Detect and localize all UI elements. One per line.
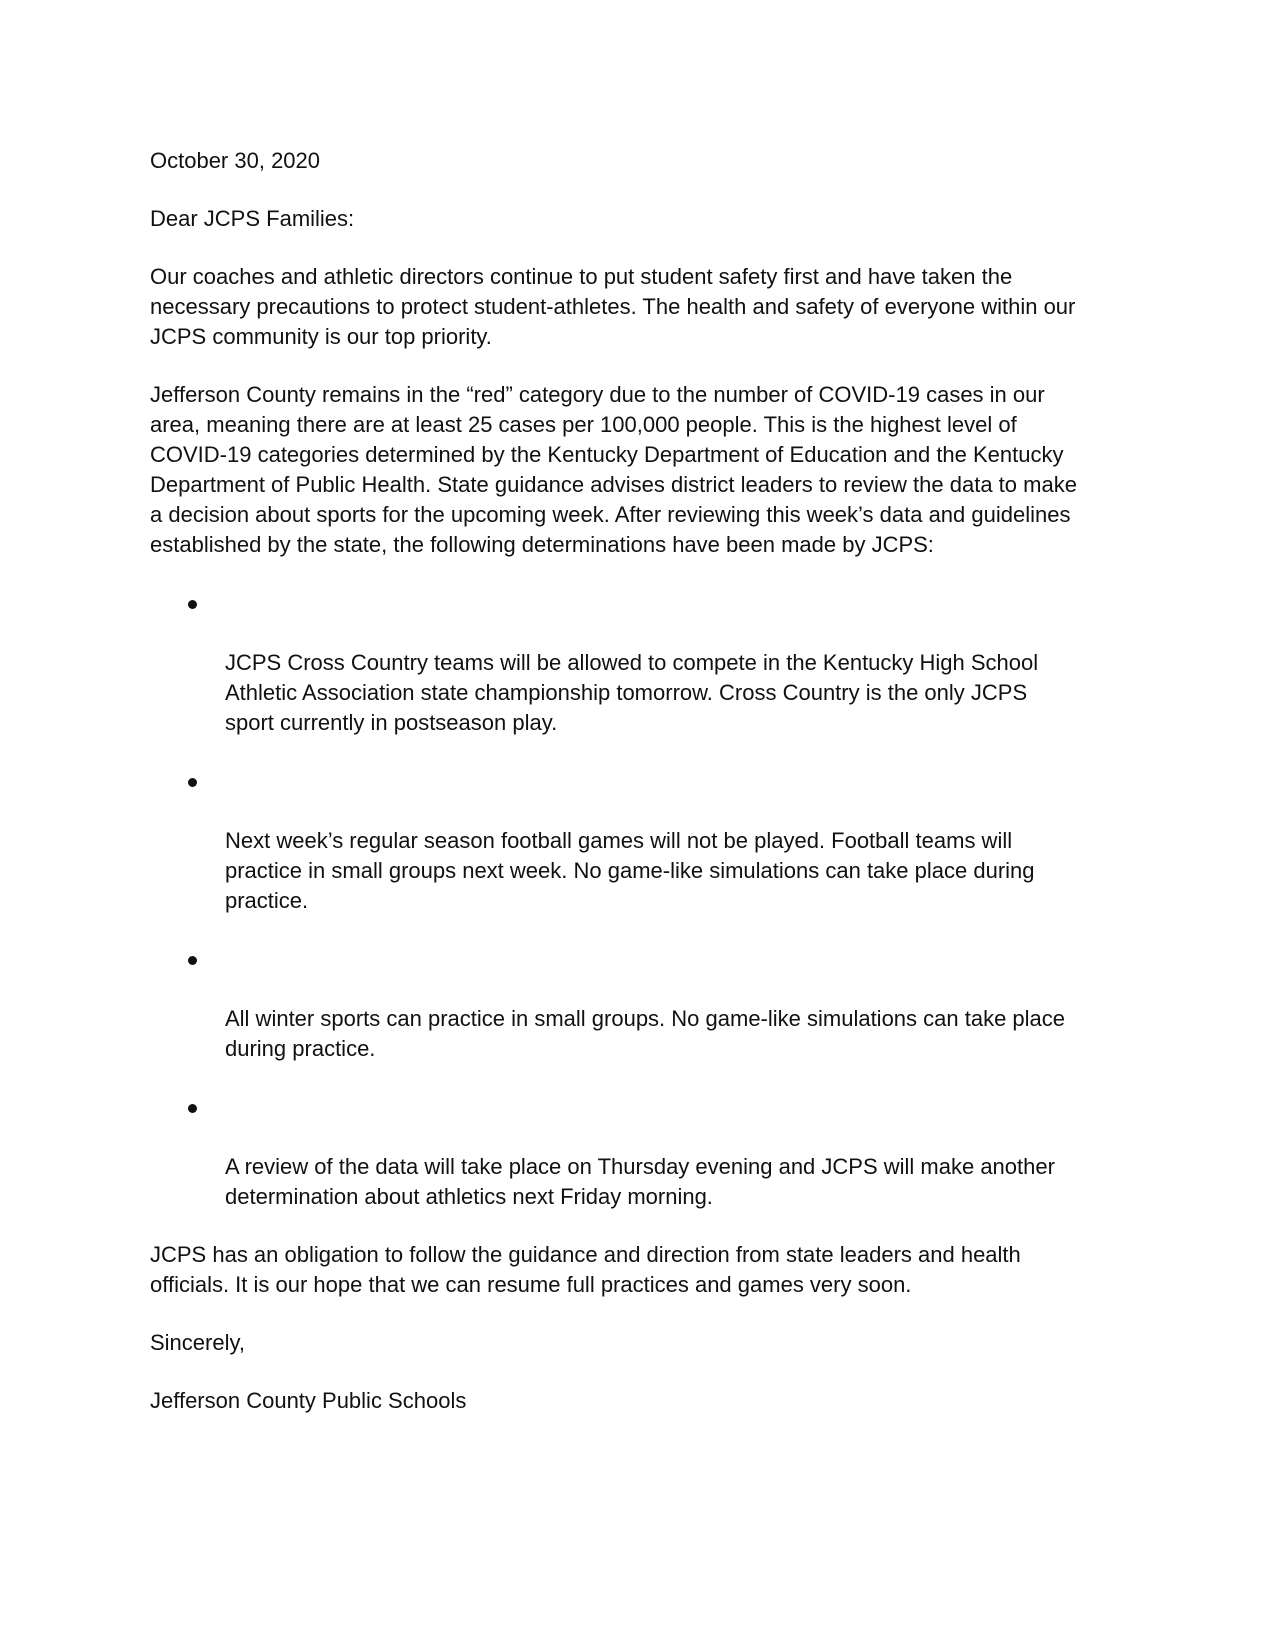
list-item bbox=[150, 944, 1130, 1064]
paragraph-red-category: Jefferson County remains in the “red” category due to the number of COVID-19 cases in our area, meaning there are at least 25 cases per 100,000 people. This is the highest level of COVID-19 categories determined by the Kentucky Department of Education and the Kentucky Department of Public Health. State guidance advises district leaders to review the data to make a decision about sports for the upcoming week. After reviewing this week’s data and guidelines established by the state, the following determinations have been made by JCPS: bbox=[150, 382, 1077, 557]
list-item bbox=[150, 1092, 1130, 1212]
list-item bbox=[150, 588, 1130, 738]
sign-off: Sincerely, bbox=[150, 1330, 245, 1355]
list-item-text: JCPS Cross Country teams will be allowed to compete in the Kentucky High School Athletic Association state championship tomorrow. Cross Country is the only JCPS sport currently in postseason play. bbox=[225, 650, 1039, 735]
salutation: Dear JCPS Families: bbox=[150, 206, 355, 231]
list-item bbox=[150, 766, 1130, 916]
bullet-icon bbox=[188, 956, 197, 965]
list-item-text: All winter sports can practice in small groups. No game-like simulations can take place during practice. bbox=[225, 1006, 1066, 1061]
bullet-icon bbox=[188, 600, 197, 609]
determinations-list bbox=[150, 588, 1130, 1212]
closing-paragraph: JCPS has an obligation to follow the guidance and direction from state leaders and health officials. It is our hope that we can resume full practices and games very soon. bbox=[150, 1242, 1021, 1297]
letter bbox=[150, 146, 1130, 1444]
letter-date: October 30, 2020 bbox=[150, 148, 321, 173]
bullet-icon bbox=[188, 778, 197, 787]
bullet-icon bbox=[188, 1104, 197, 1113]
list-item-text: A review of the data will take place on Thursday evening and JCPS will make another determination about athletics next Friday morning. bbox=[225, 1154, 1055, 1209]
list-item-text: Next week’s regular season football games will not be played. Football teams will practice in small groups next week. No game-like simulations can take place during practice. bbox=[225, 828, 1035, 913]
paragraph-intro: Our coaches and athletic directors continue to put student safety first and have taken the necessary precautions to protect student-athletes. The health and safety of everyone within our JCPS community is our top priority. bbox=[150, 264, 1076, 349]
signature: Jefferson County Public Schools bbox=[150, 1388, 467, 1413]
